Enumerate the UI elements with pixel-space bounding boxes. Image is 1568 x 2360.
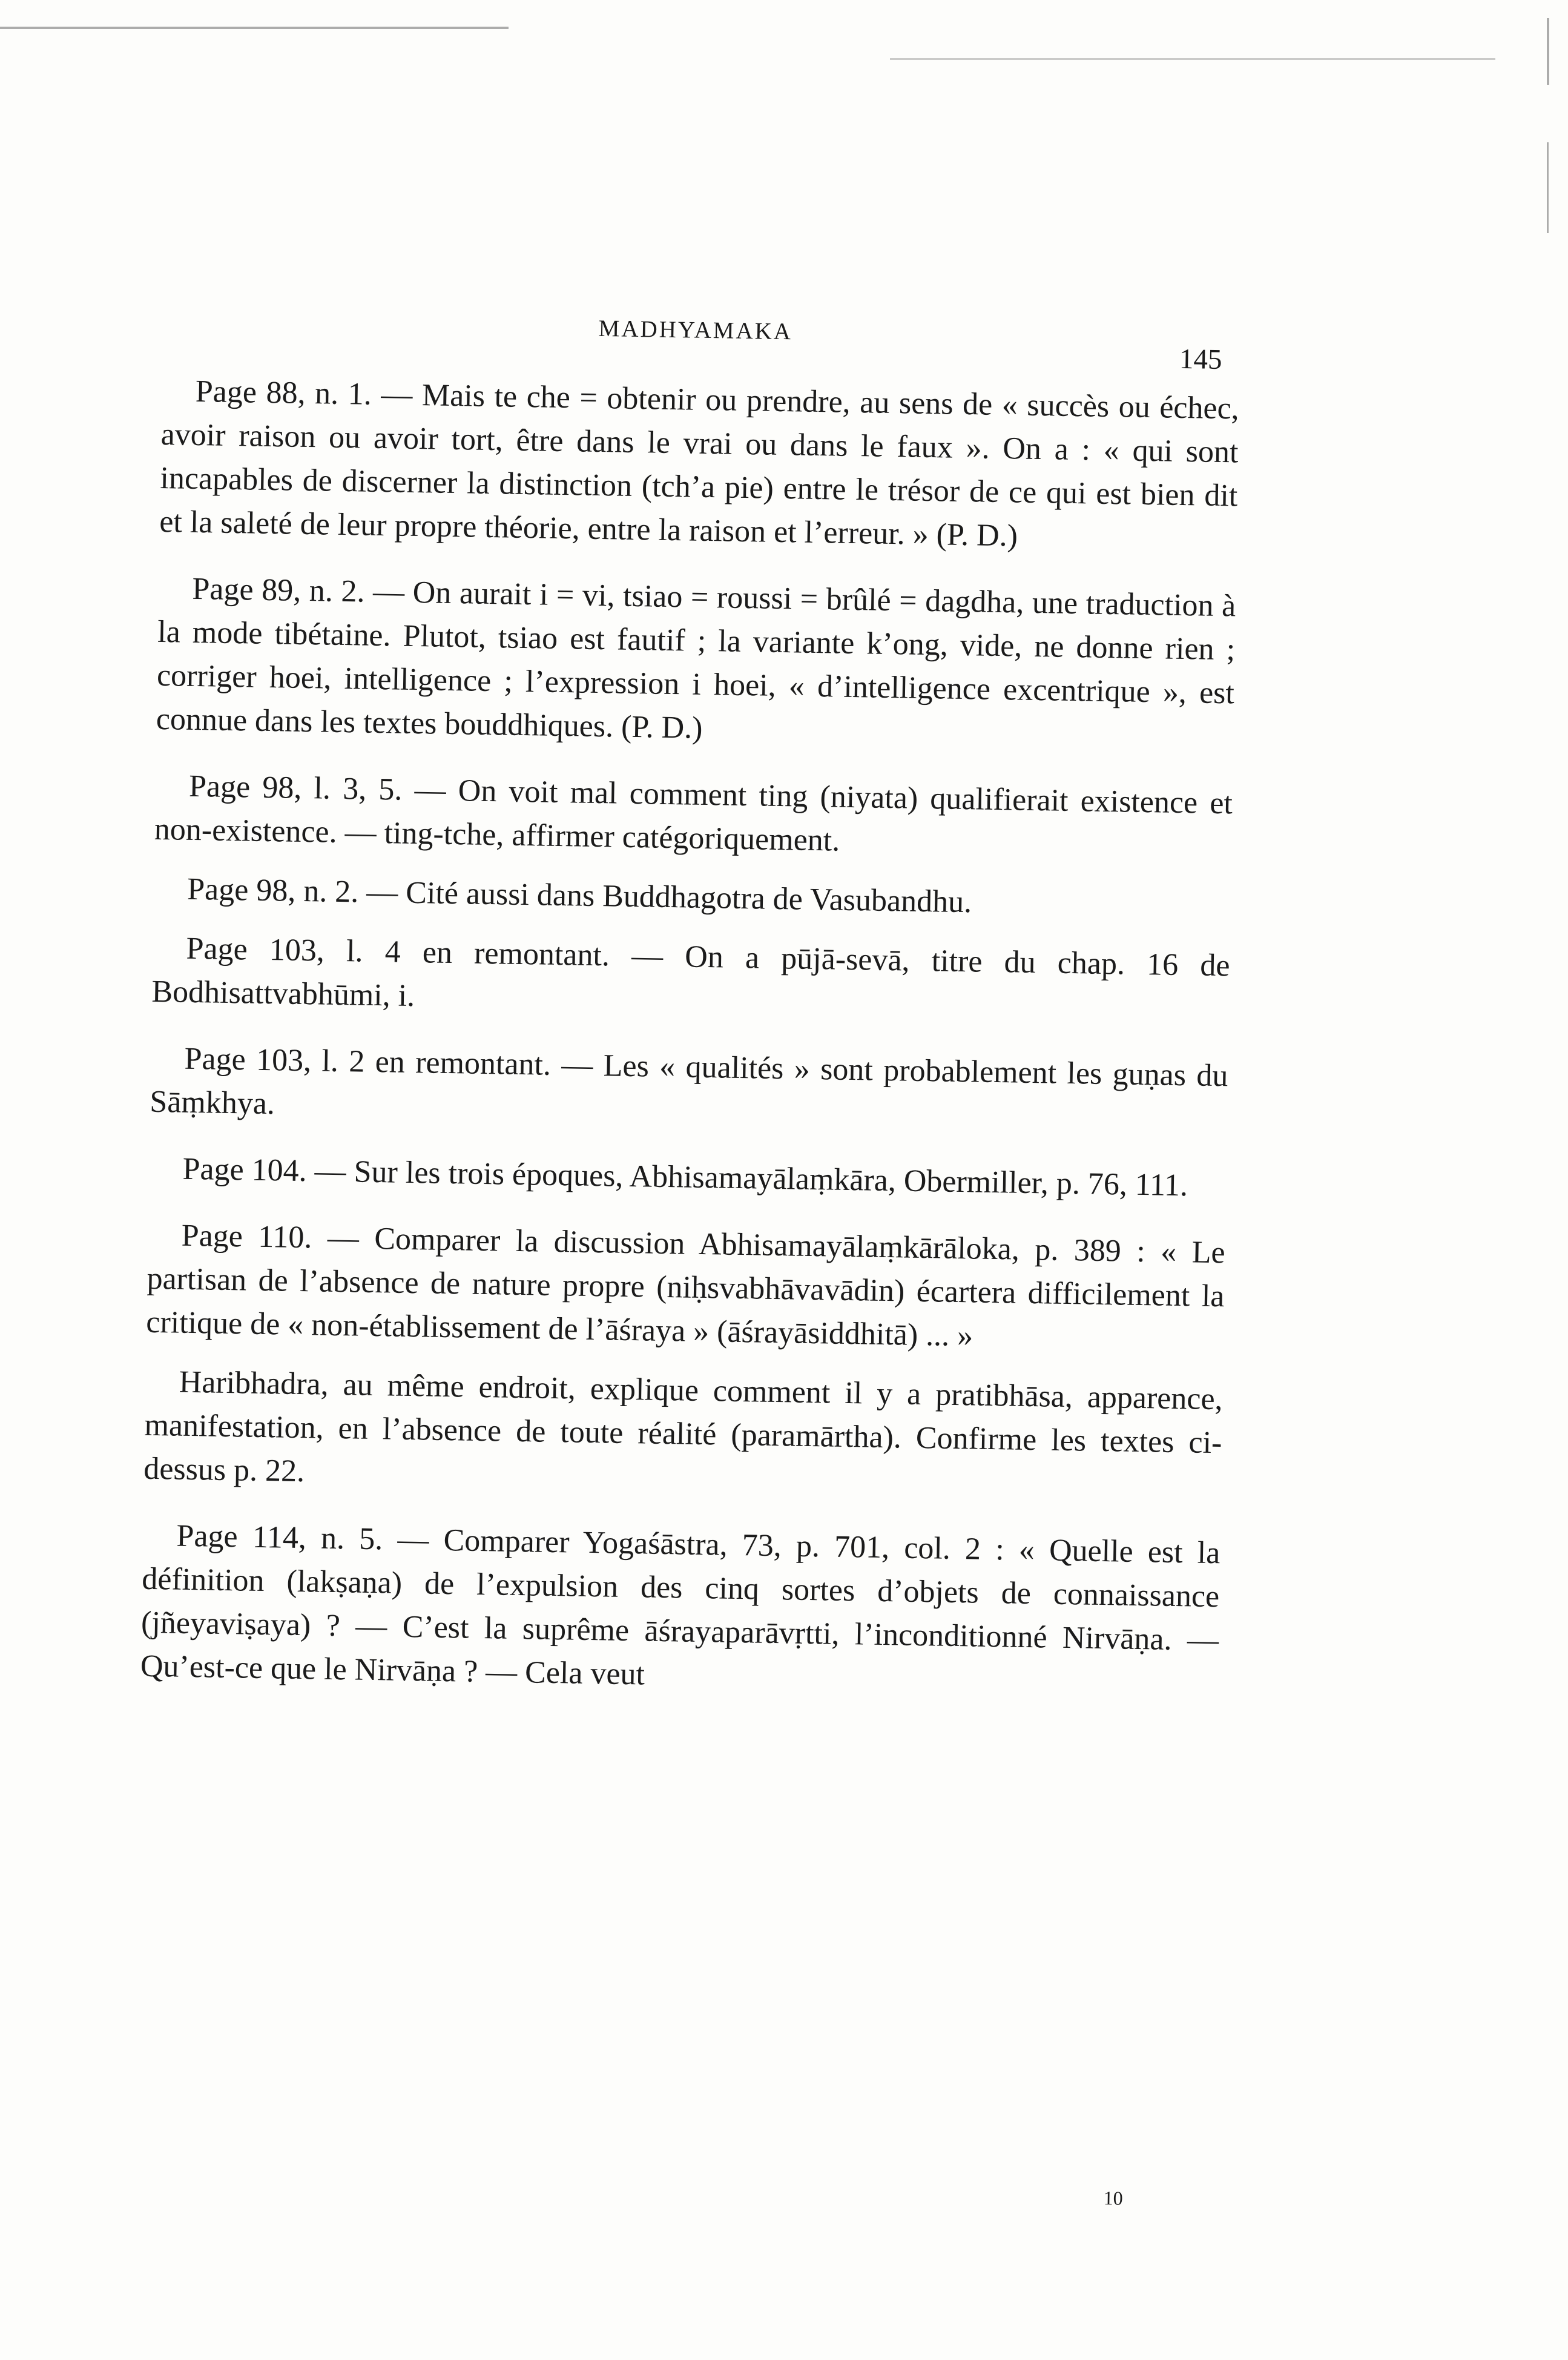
note-page-114: Page 114, n. 5. — Comparer Yogaśāstra, 73, p. 701, col. 2 : « Quelle est la définition (lakṣaṇa) de l’expulsion des cinq sortes d’objets de connaissance (jñeyaviṣaya) ? — C’est la suprême āśrayaparāvṛtti, l’inconditionné Nirvāṇa. — Qu’est-ce que le Nirvāṇa ? — Cela veut <box>140 1518 1220 1692</box>
scan-edge-top-right <box>890 58 1495 60</box>
note-page-103-l2: Page 103, l. 2 en remontant. — Les « qualités » sont probablement les guṇas du Sāṃkhya. <box>149 1041 1228 1122</box>
note-page-98-note: Page 98, n. 2. — Cité aussi dans Buddhagotra de Vasubandhu. <box>186 871 972 920</box>
note-haribhadra: Haribhadra, au même endroit, explique comment il y a pratibhāsa, apparence, manifestation, en l’absence de toute réalité (paramārtha). Confirme les textes ci-dessus p. 22. <box>143 1364 1224 1489</box>
note-page-88: Page 88, n. 1. — Mais te che = obtenir ou prendre, au sens de « succès ou échec, avoir raison ou avoir tort, être dans le vrai ou dans le faux ». On a : « qui sont incapables de discerner la distinction (tch’a pie) entre le trésor de ce qui est bien dit et la saleté de leur propre théorie, entre la raison et l’erreur. » (P. D.) <box>159 374 1240 554</box>
note-page-98-line: Page 98, l. 3, 5. — On voit mal comment ting (niyata) qualifierait existence et non-existence. — ting-tche, affirmer catégoriquement. <box>154 768 1233 858</box>
page-body <box>140 369 1239 1729</box>
note-page-103-l4: Page 103, l. 4 en remontant. — On a pūjā-sevā, titre du chap. 16 de Bodhisattvabhūmi, i. <box>151 931 1230 1014</box>
signature-mark: 10 <box>1103 2187 1123 2209</box>
scan-edge-right-lower <box>1547 142 1549 233</box>
scan-edge-right-upper <box>1547 18 1549 85</box>
scan-edge-top-left <box>0 27 509 29</box>
running-header: MADHYAMAKA <box>598 315 793 345</box>
book-page <box>130 279 1241 2355</box>
note-page-104: Page 104. — Sur les trois époques, Abhisamayālaṃkāra, Obermiller, p. 76, 111. <box>182 1151 1188 1203</box>
note-page-110: Page 110. — Comparer la discussion Abhisamayālaṃkārāloka, p. 389 : « Le partisan de l’absence de nature propre (niḥsvabhāvavādin) écartera difficilement la critique de « non-établissement de l’āśraya » (āśrayāsiddhitā) ... » <box>145 1218 1226 1354</box>
note-page-89: Page 89, n. 2. — On aurait i = vi, tsiao = roussi = brûlé = dagdha, une traduction à la mode tibétaine. Plutot, tsiao est fautif ; la variante k’ong, vide, ne donne rien ; corriger hoei, intelligence ; l’expression i hoei, « d’intelligence excentrique », est connue dans les textes bouddhiques. (P. D.) <box>156 571 1236 745</box>
page-number: 145 <box>1179 343 1222 376</box>
